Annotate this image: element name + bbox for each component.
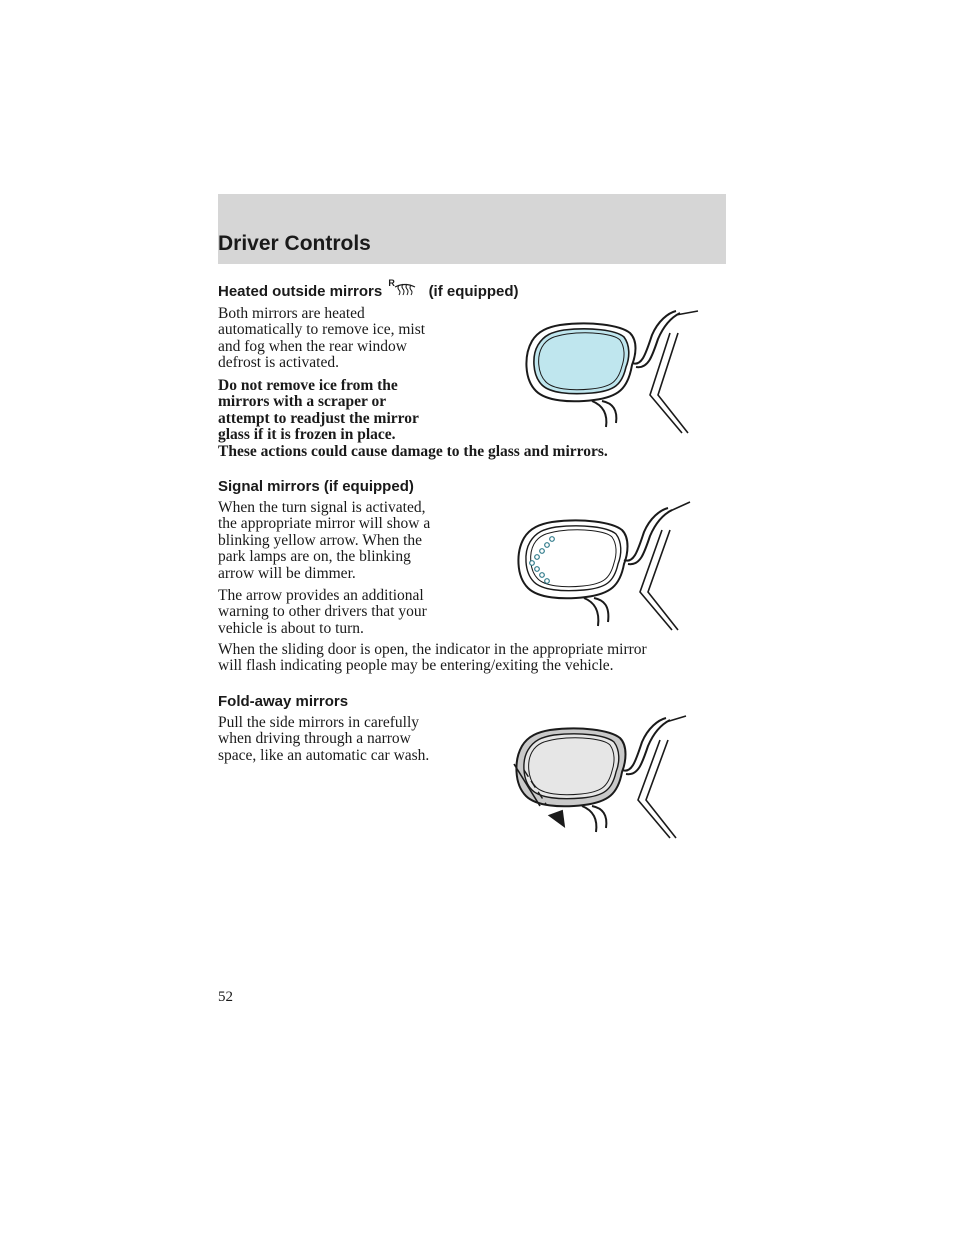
defrost-icon-letter: R	[388, 278, 395, 288]
fold-line: when driving through a narrow	[218, 730, 411, 748]
signal-mirror-illustration	[508, 496, 708, 636]
warning-line: mirrors with a scraper or	[218, 393, 387, 411]
heated-line: automatically to remove ice, mist	[218, 321, 426, 339]
fold-line: Pull the side mirrors in carefully	[218, 714, 420, 731]
heated-heading-text: Heated outside mirrors	[218, 283, 383, 300]
signal-paragraph-2	[218, 588, 427, 637]
fold-away-mirror-illustration	[500, 712, 700, 844]
heated-paragraph	[218, 306, 425, 372]
fold-paragraph	[218, 715, 429, 764]
signal-line: arrow will be dimmer.	[218, 564, 356, 582]
warning-line: attempt to readjust the mirror	[218, 409, 419, 427]
signal-paragraph-1	[218, 500, 430, 582]
page-number: 52	[218, 989, 233, 1005]
signal-line: The arrow provides an additional	[218, 587, 424, 604]
signal-line: the appropriate mirror will show a	[218, 515, 431, 533]
warning-line: Do not remove ice from the	[218, 377, 398, 394]
signal-line: When the sliding door is open, the indicator in the appropriate mirror	[218, 641, 647, 658]
signal-line: blinking yellow arrow. When the	[218, 531, 423, 549]
heated-line: and fog when the rear window	[218, 337, 407, 355]
signal-paragraph-3	[218, 642, 647, 675]
signal-line: vehicle is about to turn.	[218, 619, 364, 637]
warning-line: These actions could cause damage to the glass and mirrors.	[218, 442, 608, 460]
warning-line: glass if it is frozen in place.	[218, 426, 396, 444]
heated-mirror-illustration	[520, 305, 710, 437]
rear-defrost-icon	[388, 278, 420, 299]
fold-away-heading: Fold-away mirrors	[218, 693, 349, 710]
signal-line: warning to other drivers that your	[218, 603, 427, 621]
fold-line: space, like an automatic car wash.	[218, 746, 430, 764]
heated-line: defrost is activated.	[218, 354, 339, 372]
signal-mirrors-heading: Signal mirrors (if equipped)	[218, 478, 414, 495]
signal-line: will flash indicating people may be entering/exiting the vehicle.	[218, 657, 614, 675]
signal-line: When the turn signal is activated,	[218, 499, 426, 516]
section-title: Driver Controls	[218, 232, 371, 255]
heated-line: Both mirrors are heated	[218, 305, 365, 322]
heated-heading-suffix: (if equipped)	[428, 283, 519, 300]
signal-line: park lamps are on, the blinking	[218, 548, 411, 566]
heated-mirrors-heading	[218, 278, 519, 300]
